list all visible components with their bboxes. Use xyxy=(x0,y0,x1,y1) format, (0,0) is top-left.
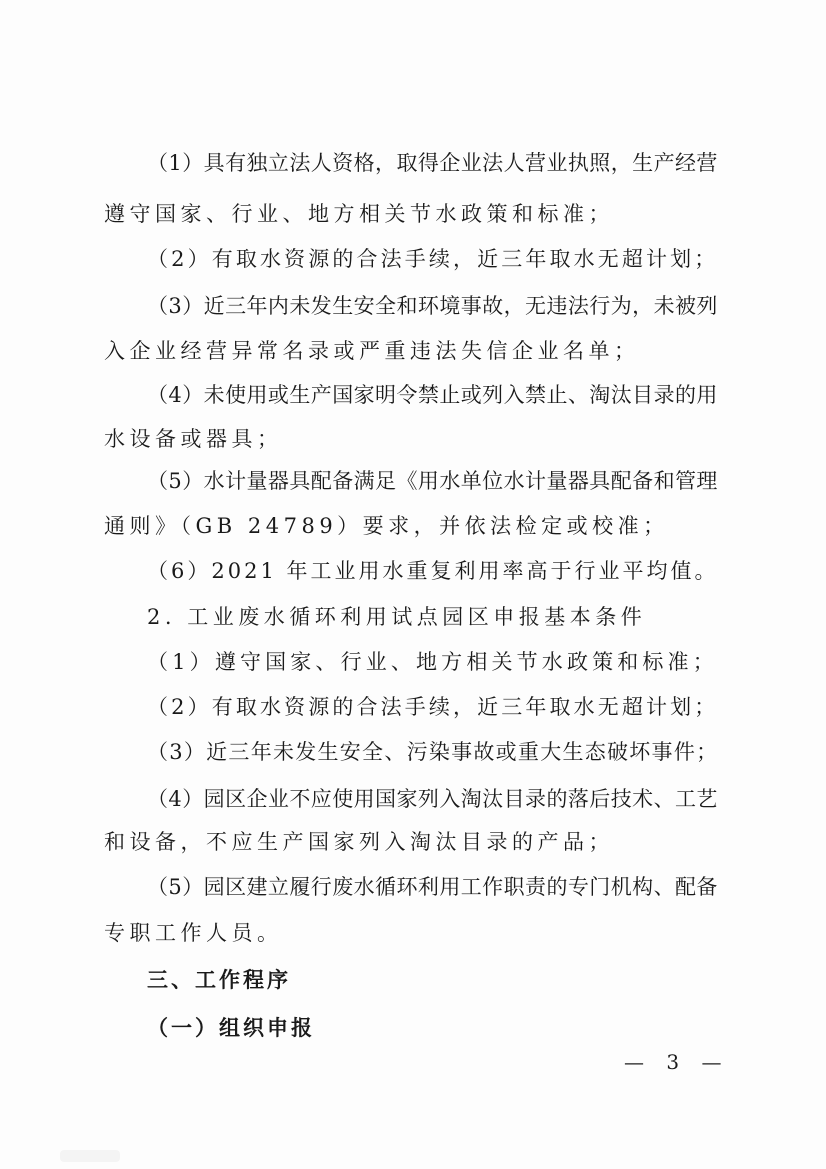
text-line: （5）水计量器具配备满足《用水单位水计量器具配备和管理 xyxy=(147,469,718,493)
page-number: — 3 — xyxy=(624,1050,730,1074)
text-line: 水设备或器具； xyxy=(104,427,283,451)
text-line: 和设备，不应生产国家列入淘汰目录的产品； xyxy=(104,830,614,854)
text-line: 专职工作人员。 xyxy=(104,921,283,945)
text-line: （3）近三年内未发生安全和环境事故，无违法行为，未被列 xyxy=(147,294,718,318)
text-line: （4）园区企业不应使用国家列入淘汰目录的落后技术、工艺 xyxy=(147,787,718,811)
text-line: （5）园区建立履行废水循环利用工作职责的专门机构、配备 xyxy=(147,875,718,899)
text-line: （4）未使用或生产国家明令禁止或列入禁止、淘汰目录的用 xyxy=(147,383,718,407)
section-heading: 2. 工业废水循环利用试点园区申报基本条件 xyxy=(147,605,647,629)
text-line: （6）2021 年工业用水重复利用率高于行业平均值。 xyxy=(147,559,719,583)
text-line: （3）近三年未发生安全、污染事故或重大生态破坏事件； xyxy=(147,740,719,764)
text-line: （2）有取水资源的合法手续，近三年取水无超计划； xyxy=(147,695,719,719)
text-line: （1）具有独立法人资格，取得企业法人营业执照，生产经营 xyxy=(147,151,718,175)
text-line: （1）遵守国家、行业、地方相关节水政策和标准； xyxy=(147,650,718,674)
chapter-heading: 三、工作程序 xyxy=(147,968,291,992)
scan-artifact xyxy=(60,1150,120,1162)
text-line: 遵守国家、行业、地方相关节水政策和标准； xyxy=(104,202,614,226)
text-line: 入企业经营异常名录或严重违法失信企业名单； xyxy=(104,339,640,363)
text-line: （2）有取水资源的合法手续，近三年取水无超计划； xyxy=(147,247,719,271)
text-line: 通则》（GB 24789）要求，并依法检定或校准； xyxy=(104,514,669,538)
subsection-heading: （一）组织申报 xyxy=(147,1015,315,1040)
